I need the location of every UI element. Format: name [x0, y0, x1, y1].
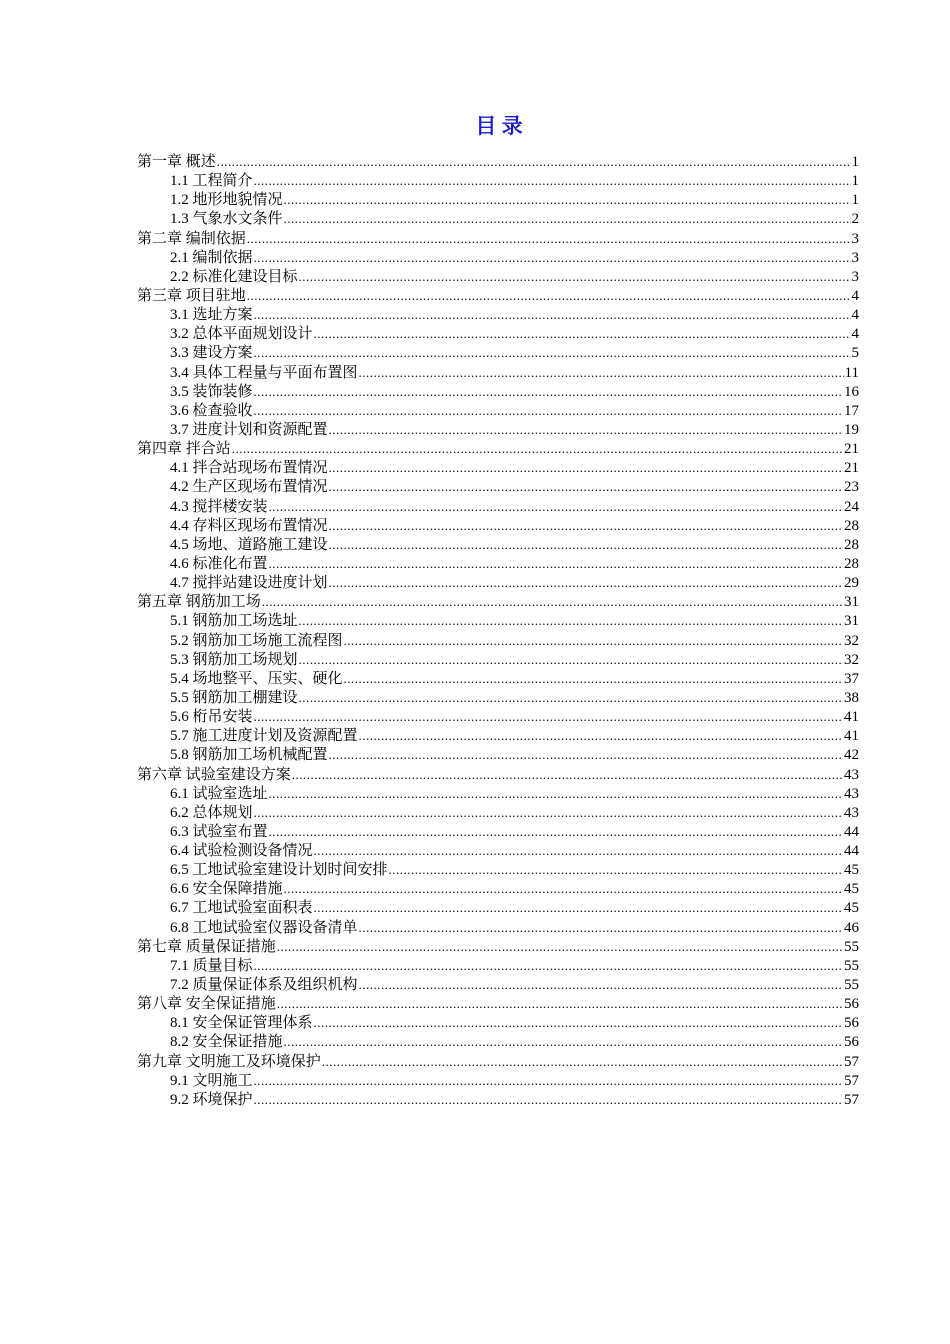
toc-page-number: 56 — [844, 1015, 859, 1032]
toc-section-entry[interactable] — [137, 190, 859, 209]
toc-page-number: 4 — [851, 307, 859, 324]
toc-entry-label: 4.4 存料区现场布置情况 — [170, 517, 328, 534]
toc-page-number: 57 — [844, 1072, 859, 1089]
toc-section-entry[interactable] — [137, 171, 859, 190]
toc-page-number: 28 — [844, 517, 859, 534]
toc-section-entry[interactable] — [137, 535, 859, 554]
toc-entry-label: 第七章 质量保证措施 — [137, 938, 276, 955]
toc-entry-label: 6.7 工地试验室面积表 — [170, 900, 313, 917]
toc-page-number: 21 — [844, 460, 859, 477]
toc-entry-label: 6.8 工地试验室仪器设备清单 — [170, 919, 358, 936]
toc-entry-label: 3.1 选址方案 — [170, 307, 253, 324]
toc-section-entry[interactable] — [137, 516, 859, 535]
toc-page-number: 19 — [844, 421, 859, 438]
toc-entry-label: 4.1 拌合站现场布置情况 — [170, 460, 328, 477]
toc-section-entry[interactable] — [137, 401, 859, 420]
toc-dot-leader — [232, 439, 843, 458]
toc-entry-label: 第四章 拌合站 — [137, 441, 231, 458]
toc-dot-leader — [329, 477, 843, 496]
toc-section-entry[interactable] — [137, 898, 859, 917]
toc-section-entry[interactable] — [137, 707, 859, 726]
toc-page-number: 43 — [844, 785, 859, 802]
toc-section-entry[interactable] — [137, 324, 859, 343]
toc-page-number: 1 — [851, 154, 859, 170]
toc-section-entry[interactable] — [137, 726, 859, 745]
toc-dot-leader — [254, 1090, 843, 1109]
toc-entry-label: 第三章 项目驻地 — [137, 287, 246, 304]
toc-section-entry[interactable] — [137, 688, 859, 707]
toc-dot-leader — [254, 305, 851, 324]
toc-page-number: 1 — [851, 173, 859, 190]
toc-page-number: 44 — [844, 843, 859, 860]
toc-page-number: 5 — [851, 345, 859, 362]
toc-dot-leader — [359, 918, 843, 937]
toc-dot-leader — [254, 343, 851, 362]
toc-chapter-entry[interactable] — [137, 439, 859, 458]
toc-dot-leader — [284, 190, 851, 209]
toc-page-number: 45 — [844, 881, 859, 898]
toc-chapter-entry[interactable] — [137, 152, 859, 171]
toc-dot-leader — [284, 209, 851, 228]
toc-section-entry[interactable] — [137, 343, 859, 362]
toc-section-entry[interactable] — [137, 631, 859, 650]
toc-section-entry[interactable] — [137, 209, 859, 228]
toc-entry-label: 5.4 场地整平、压实、硬化 — [170, 670, 343, 687]
toc-dot-leader — [299, 611, 843, 630]
toc-entry-label: 第一章 概述 — [137, 154, 216, 170]
toc-entry-label: 6.3 试验室布置 — [170, 823, 268, 840]
toc-page-number: 41 — [844, 728, 859, 745]
toc-entry-label: 7.2 质量保证体系及组织机构 — [170, 977, 358, 994]
toc-page-number: 57 — [844, 1053, 859, 1070]
toc-dot-leader — [254, 1071, 843, 1090]
toc-entry-label: 6.2 总体规划 — [170, 804, 253, 821]
toc-page-number: 44 — [844, 823, 859, 840]
toc-section-entry[interactable] — [137, 918, 859, 937]
toc-section-entry[interactable] — [137, 382, 859, 401]
toc-section-entry[interactable] — [137, 784, 859, 803]
toc-page-number: 29 — [844, 575, 859, 592]
toc-page-number: 43 — [844, 766, 859, 783]
toc-page-number: 31 — [844, 613, 859, 630]
toc-section-entry[interactable] — [137, 879, 859, 898]
toc-page-number: 57 — [844, 1091, 859, 1108]
toc-dot-leader — [329, 573, 843, 592]
toc-section-entry[interactable] — [137, 1032, 859, 1051]
toc-page-number: 42 — [844, 747, 859, 764]
toc-dot-leader — [329, 516, 843, 535]
toc-chapter-entry[interactable] — [137, 994, 859, 1013]
toc-entry-label: 5.8 钢筋加工场机械配置 — [170, 747, 328, 764]
toc-page-number: 21 — [844, 441, 859, 458]
toc-dot-leader — [247, 229, 851, 248]
toc-page-number: 46 — [844, 919, 859, 936]
toc-entry-label: 6.4 试验检测设备情况 — [170, 843, 313, 860]
toc-section-entry[interactable] — [137, 975, 859, 994]
toc-page-number: 55 — [844, 957, 859, 974]
toc-section-entry[interactable] — [137, 573, 859, 592]
toc-page-number: 24 — [844, 498, 859, 515]
toc-chapter-entry[interactable] — [137, 229, 859, 248]
toc-page-number: 3 — [851, 249, 859, 266]
toc-dot-leader — [269, 497, 843, 516]
toc-entry-label: 4.2 生产区现场布置情况 — [170, 479, 328, 496]
toc-page-number: 41 — [844, 709, 859, 726]
toc-entry-label: 3.7 进度计划和资源配置 — [170, 421, 328, 438]
toc-section-entry[interactable] — [137, 1071, 859, 1090]
toc-dot-leader — [292, 765, 843, 784]
toc-page-number: 4 — [851, 287, 859, 304]
toc-entry-label: 3.3 建设方案 — [170, 345, 253, 362]
toc-dot-leader — [254, 401, 843, 420]
toc-entry-label: 4.5 场地、道路施工建设 — [170, 536, 328, 553]
toc-section-entry[interactable] — [137, 420, 859, 439]
toc-title: 目 录 — [475, 114, 523, 138]
toc-dot-leader — [299, 267, 851, 286]
toc-dot-leader — [344, 631, 843, 650]
toc-page-number: 17 — [844, 402, 859, 419]
toc-dot-leader — [299, 650, 843, 669]
toc-page-number: 23 — [844, 479, 859, 496]
toc-page-number: 28 — [844, 555, 859, 572]
toc-section-entry[interactable] — [137, 554, 859, 573]
toc-dot-leader — [277, 937, 843, 956]
toc-entry-label: 第九章 文明施工及环境保护 — [137, 1053, 321, 1070]
toc-dot-leader — [314, 898, 843, 917]
toc-dot-leader — [269, 822, 843, 841]
toc-entry-label: 8.2 安全保证措施 — [170, 1034, 283, 1051]
toc-section-entry[interactable] — [137, 822, 859, 841]
toc-dot-leader — [314, 1013, 843, 1032]
toc-page-number: 16 — [844, 383, 859, 400]
toc-dot-leader — [269, 784, 843, 803]
toc-entry-label: 5.6 桁吊安装 — [170, 709, 253, 726]
toc-page-number: 11 — [844, 364, 859, 381]
toc-entry-label: 1.3 气象水文条件 — [170, 211, 283, 228]
toc-dot-leader — [389, 860, 843, 879]
toc-entry-label: 8.1 安全保证管理体系 — [170, 1015, 313, 1032]
toc-page-number: 31 — [844, 594, 859, 611]
toc-page-number: 1 — [851, 192, 859, 209]
toc-section-entry[interactable] — [137, 248, 859, 267]
toc-page-number: 37 — [844, 670, 859, 687]
toc-dot-leader — [254, 382, 843, 401]
toc-dot-leader — [314, 841, 843, 860]
toc-dot-leader — [247, 286, 851, 305]
toc-entry-label: 4.7 搅拌站建设进度计划 — [170, 575, 328, 592]
toc-page-number: 56 — [844, 1034, 859, 1051]
toc-entry-label: 1.1 工程简介 — [170, 173, 253, 190]
toc-page-number: 38 — [844, 689, 859, 706]
toc-entry-label: 6.6 安全保障措施 — [170, 881, 283, 898]
toc-section-entry[interactable] — [137, 669, 859, 688]
toc-entry-label: 5.2 钢筋加工场施工流程图 — [170, 632, 343, 649]
toc-section-entry[interactable] — [137, 363, 859, 382]
toc-section-entry[interactable] — [137, 497, 859, 516]
toc-dot-leader — [344, 669, 843, 688]
toc-dot-leader — [359, 363, 844, 382]
toc-dot-leader — [217, 152, 851, 171]
toc-dot-leader — [329, 535, 843, 554]
toc-entry-label: 3.2 总体平面规划设计 — [170, 326, 313, 343]
toc-section-entry[interactable] — [137, 1090, 859, 1109]
toc-section-entry[interactable] — [137, 860, 859, 879]
toc-dot-leader — [254, 248, 851, 267]
toc-dot-leader — [269, 554, 843, 573]
toc-dot-leader — [299, 688, 843, 707]
toc-page-number: 43 — [844, 804, 859, 821]
toc-page-number: 3 — [851, 268, 859, 285]
toc-chapter-entry[interactable] — [137, 937, 859, 956]
toc-page-number: 4 — [851, 326, 859, 343]
toc-page-number: 2 — [851, 211, 859, 228]
toc-section-entry[interactable] — [137, 305, 859, 324]
toc-dot-leader — [284, 1032, 843, 1051]
toc-entry-label: 4.3 搅拌楼安装 — [170, 498, 268, 515]
toc-entry-label: 第八章 安全保证措施 — [137, 996, 276, 1013]
toc-page-number: 32 — [844, 651, 859, 668]
toc-entry-label: 5.5 钢筋加工棚建设 — [170, 689, 298, 706]
toc-entry-label: 5.7 施工进度计划及资源配置 — [170, 728, 358, 745]
toc-page-number: 32 — [844, 632, 859, 649]
toc-entry-label: 6.1 试验室选址 — [170, 785, 268, 802]
toc-entry-label: 9.1 文明施工 — [170, 1072, 253, 1089]
toc-page-number: 55 — [844, 977, 859, 994]
toc-dot-leader — [322, 1052, 843, 1071]
toc-dot-leader — [254, 707, 843, 726]
toc-page-number: 56 — [844, 996, 859, 1013]
toc-dot-leader — [254, 956, 843, 975]
toc-page-number: 3 — [851, 230, 859, 247]
toc-section-entry[interactable] — [137, 956, 859, 975]
toc-section-entry[interactable] — [137, 745, 859, 764]
toc-dot-leader — [359, 975, 843, 994]
toc-page-number: 45 — [844, 900, 859, 917]
toc-entry-label: 第六章 试验室建设方案 — [137, 766, 291, 783]
toc-dot-leader — [329, 420, 843, 439]
toc-dot-leader — [329, 745, 843, 764]
toc-entry-label: 3.5 装饰装修 — [170, 383, 253, 400]
toc-entry-label: 4.6 标准化布置 — [170, 555, 268, 572]
toc-dot-leader — [329, 458, 843, 477]
toc-dot-leader — [277, 994, 843, 1013]
toc-entry-label: 5.3 钢筋加工场规划 — [170, 651, 298, 668]
toc-section-entry[interactable] — [137, 650, 859, 669]
toc-chapter-entry[interactable] — [137, 592, 859, 611]
toc-entry-label: 6.5 工地试验室建设计划时间安排 — [170, 862, 388, 879]
toc-section-entry[interactable] — [137, 611, 859, 630]
toc-section-entry[interactable] — [137, 841, 859, 860]
toc-section-entry[interactable] — [137, 803, 859, 822]
toc-dot-leader — [359, 726, 843, 745]
toc-entry-label: 3.6 检查验收 — [170, 402, 253, 419]
toc-entry-label: 2.1 编制依据 — [170, 249, 253, 266]
toc-entry-label: 7.1 质量目标 — [170, 957, 253, 974]
toc-dot-leader — [284, 879, 843, 898]
toc-dot-leader — [262, 592, 843, 611]
toc-section-entry[interactable] — [137, 458, 859, 477]
toc-entry-label: 第五章 钢筋加工场 — [137, 594, 261, 611]
toc-entry-label: 2.2 标准化建设目标 — [170, 268, 298, 285]
toc-chapter-entry[interactable] — [137, 765, 859, 784]
toc-section-entry[interactable] — [137, 1013, 859, 1032]
toc-dot-leader — [314, 324, 851, 343]
toc-entry-label: 9.2 环境保护 — [170, 1091, 253, 1108]
toc-dot-leader — [254, 803, 843, 822]
toc-chapter-entry[interactable] — [137, 1052, 859, 1071]
toc-section-entry[interactable] — [137, 477, 859, 496]
toc-entry-label: 1.2 地形地貌情况 — [170, 192, 283, 209]
toc-page-number: 28 — [844, 536, 859, 553]
toc-page-number: 55 — [844, 938, 859, 955]
toc-entry-label: 5.1 钢筋加工场选址 — [170, 613, 298, 630]
toc-chapter-entry[interactable] — [137, 286, 859, 305]
toc-entry-label: 3.4 具体工程量与平面布置图 — [170, 364, 358, 381]
toc-entry-label: 第二章 编制依据 — [137, 230, 246, 247]
toc-page-number: 45 — [844, 862, 859, 879]
table-of-contents — [137, 152, 859, 1109]
toc-dot-leader — [254, 171, 851, 190]
toc-section-entry[interactable] — [137, 267, 859, 286]
